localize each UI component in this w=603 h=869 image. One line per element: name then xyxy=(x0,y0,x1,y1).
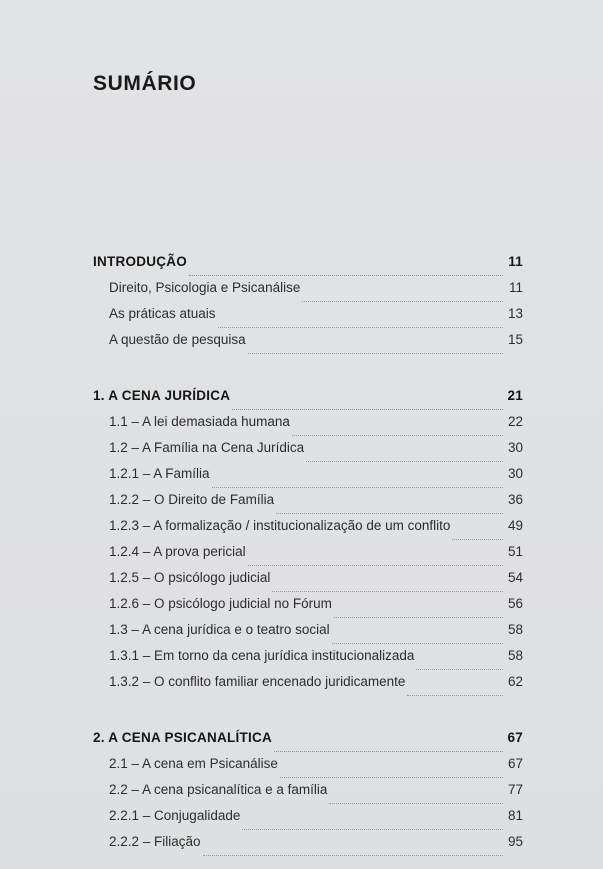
toc-entry[interactable] xyxy=(93,782,523,808)
toc-entry[interactable] xyxy=(93,332,523,358)
dot-leader xyxy=(274,751,503,752)
toc-entry-page-number: 54 xyxy=(507,570,523,585)
toc-entry-page-number: 11 xyxy=(508,254,523,269)
toc-entry-label: 2.1 – A cena em Psicanálise xyxy=(109,756,278,771)
dot-leader xyxy=(416,669,503,670)
toc-entry-page-number: 95 xyxy=(507,834,523,849)
toc-entry-page-number: 58 xyxy=(507,622,523,637)
toc-entry-page-number: 13 xyxy=(507,306,523,321)
toc-entry-label: 1.2.5 – O psicólogo judicial xyxy=(109,570,271,585)
toc-entry-label: 1.2.2 – O Direito de Família xyxy=(109,492,275,507)
toc-entry[interactable] xyxy=(93,622,523,648)
dot-leader xyxy=(242,829,503,830)
toc-entry[interactable] xyxy=(93,808,523,834)
toc-entry-label: 2.2.1 – Conjugalidade xyxy=(109,808,241,823)
toc-entry-page-number: 77 xyxy=(507,782,523,797)
toc-entry-page-number: 15 xyxy=(507,332,523,347)
toc-entry-label: 1.1 – A lei demasiada humana xyxy=(109,414,290,429)
toc-entry-page-number: 36 xyxy=(507,492,523,507)
dot-leader xyxy=(189,275,503,276)
toc-entry[interactable] xyxy=(93,518,523,544)
toc-entry-page-number: 22 xyxy=(507,414,523,429)
toc-entry-label: 1.3 – A cena jurídica e o teatro social xyxy=(109,622,330,637)
dot-leader xyxy=(306,461,503,462)
toc-entry[interactable] xyxy=(93,466,523,492)
toc-entry-label: 2.2.2 – Filiação xyxy=(109,834,201,849)
toc-entry[interactable] xyxy=(93,834,523,860)
toc-entry[interactable] xyxy=(93,306,523,332)
page-title: SUMÁRIO xyxy=(93,72,197,95)
toc-entry-page-number: 58 xyxy=(507,648,523,663)
toc-entry-label: Direito, Psicologia e Psicanálise xyxy=(109,280,301,295)
toc-entry[interactable] xyxy=(93,544,523,570)
toc-entry-label: 1. A CENA JURÍDICA xyxy=(93,388,231,403)
dot-leader xyxy=(248,353,503,354)
dot-leader xyxy=(212,487,503,488)
toc-entry-page-number: 56 xyxy=(507,596,523,611)
dot-leader xyxy=(329,803,503,804)
dot-leader xyxy=(280,777,503,778)
dot-leader xyxy=(334,617,503,618)
dot-leader xyxy=(407,695,503,696)
dot-leader xyxy=(292,435,503,436)
toc-entry-page-number: 49 xyxy=(507,518,523,533)
toc-entry-label: INTRODUÇÃO xyxy=(93,254,187,269)
toc-entry-page-number: 62 xyxy=(507,674,523,689)
toc-entry-label: A questão de pesquisa xyxy=(109,332,246,347)
toc-entry-label: 2. A CENA PSICANALÍTICA xyxy=(93,730,273,745)
dot-leader xyxy=(218,327,503,328)
toc-entry-page-number: 30 xyxy=(507,440,523,455)
table-of-contents xyxy=(93,254,523,860)
toc-entry-label: 1.2.3 – A formalização / institucionalização de um conflito xyxy=(109,518,451,533)
toc-entry-label: 2.2 – A cena psicanalítica e a família xyxy=(109,782,328,797)
toc-entry-label: 1.3.2 – O conflito familiar encenado juridicamente xyxy=(109,674,406,689)
toc-entry[interactable] xyxy=(93,440,523,466)
toc-entry-label: 1.2.6 – O psicólogo judicial no Fórum xyxy=(109,596,332,611)
toc-entry-label: 1.2.4 – A prova pericial xyxy=(109,544,246,559)
toc-entry[interactable] xyxy=(93,414,523,440)
toc-entry[interactable] xyxy=(93,648,523,674)
toc-entry[interactable] xyxy=(93,756,523,782)
toc-entry-page-number: 67 xyxy=(507,756,523,771)
toc-entry-page-number: 81 xyxy=(507,808,523,823)
toc-entry-page-number: 51 xyxy=(507,544,523,559)
dot-leader xyxy=(276,513,503,514)
dot-leader xyxy=(452,539,503,540)
dot-leader xyxy=(332,643,503,644)
dot-leader xyxy=(248,565,503,566)
toc-entry-page-number: 21 xyxy=(507,388,523,403)
toc-entry[interactable] xyxy=(93,570,523,596)
dot-leader xyxy=(302,301,503,302)
toc-entry-label: 1.3.1 – Em torno da cena jurídica institucionalizada xyxy=(109,648,415,663)
toc-entry[interactable] xyxy=(93,492,523,518)
dot-leader xyxy=(272,591,503,592)
toc-entry-page-number: 11 xyxy=(508,280,523,295)
toc-entry-page-number: 30 xyxy=(507,466,523,481)
toc-entry[interactable] xyxy=(93,280,523,306)
toc-entry-label: 1.2.1 – A Família xyxy=(109,466,210,481)
toc-section-heading[interactable] xyxy=(93,388,523,414)
toc-section-heading[interactable] xyxy=(93,730,523,756)
dot-leader xyxy=(232,409,503,410)
toc-section-heading[interactable] xyxy=(93,254,523,280)
toc-entry[interactable] xyxy=(93,596,523,622)
toc-entry-page-number: 67 xyxy=(507,730,523,745)
toc-entry-label: As práticas atuais xyxy=(109,306,216,321)
toc-entry-label: 1.2 – A Família na Cena Jurídica xyxy=(109,440,305,455)
dot-leader xyxy=(203,855,503,856)
toc-entry[interactable] xyxy=(93,674,523,700)
